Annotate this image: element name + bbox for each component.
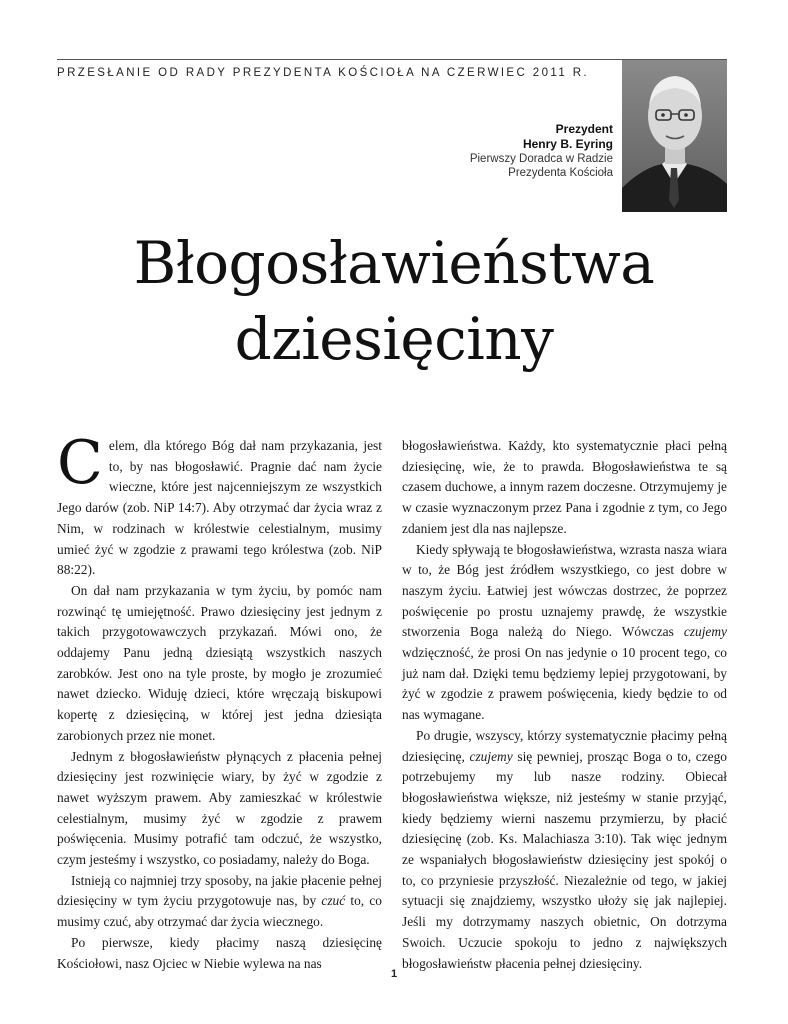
paragraph: Istnieją co najmniej trzy sposoby, na jakie płacenie pełnej dziesięciny w tym życiu przygotowuje nas, by czuć to, co musimy czuć, aby otrzymać dar życia wiecznego. — [57, 872, 382, 930]
author-byline — [470, 122, 613, 180]
author-role: Prezydent — [555, 122, 613, 136]
article-title — [0, 225, 788, 377]
page-number: 1 — [390, 968, 398, 980]
paragraph: Po pierwsze, kiedy płacimy naszą dziesięcinę Kościołowi, nasz Ojciec w Niebie wylewa na nas — [57, 934, 382, 971]
drop-cap: C — [57, 428, 103, 498]
author-portrait — [622, 60, 727, 212]
body-column-left — [57, 428, 382, 974]
body-column-right — [402, 436, 727, 974]
paragraph: Celem, dla którego Bóg dał nam przykazania, jest to, by nas błogosławić. Pragnie dać nam życie wieczne, które jest najcenniejszym ze wszystkich Jego darów (zob. NiP 14:7). Aby otrzymać dar życia wraz z Nim, w rodzinach w królestwie celestialnym, musimy umieć żyć w zgodzie z prawami tego królestwa (zob. NiP 88:22). — [57, 428, 382, 578]
paragraph: Kiedy spływają te błogosławieństwa, wzrasta nasza wiara w to, że Bóg jest źródłem wszystkiego, co jest dobre w naszym życiu. Łatwiej jest wówczas dostrzec, że poprzez poświęcenie po prostu uznajemy prawdę, że wszystkie stworzenia Boga należą do Niego. Wówczas czujemy wdzięczność, że prosi On nas jedynie o 10 procent tego, co już nam dał. Dzięki temu będziemy lepiej przygotowani, by żyć w zgodzie z prawem poświęcenia, kiedy będzie to od nas wymagane. — [402, 541, 727, 723]
article-title-line-1: Błogosławieństwa — [133, 229, 655, 297]
emphasis: czuć — [321, 893, 346, 909]
paragraph: Jednym z błogosławieństw płynących z płacenia pełnej dziesięciny jest rozwinięcie wiary, by żyć w zgodzie z nawet wyższym prawem. Aby zamieszkać w królestwie celestialnym, musimy żyć w zgodzie z prawem poświęcenia. Musimy potrafić tam odczuć, że wszystko, czym jesteśmy i wszystko, co posiadamy, należy do Boga. — [57, 748, 382, 868]
paragraph: błogosławieństwa. Każdy, kto systematycznie płaci pełną dziesięcinę, wie, że to prawda. Błogosławieństwa te są czasem duchowe, a innym razem doczesne. Otrzymujemy je w czasie wyznaczonym przez Pana i zgodnie z tym, co Jego zdaniem jest dla nas najlepsze. — [402, 438, 727, 536]
author-name: Henry B. Eyring — [522, 137, 613, 151]
article-title-line-2: dziesięciny — [234, 305, 554, 373]
author-title-line-1: Pierwszy Doradca w Radzie — [469, 153, 613, 165]
paragraph: On dał nam przykazania w tym życiu, by pomóc nam rozwinąć tę umiejętność. Prawo dziesięciny jest jednym z takich przygotowawczych przykazań. Mówi ono, że oddajemy Panu jedną dziesiątą wszystkich naszych zarobków. Jest ono na tyle proste, by mogło je zrozumieć nawet dziecko. Widuję dzieci, które wręczają biskupowi kopertę z dziesięciną, w której jest jedna dziesiąta zarobionych przez nie monet. — [57, 582, 382, 743]
emphasis: czujemy — [683, 624, 727, 640]
author-title-line-2: Prezydenta Kościoła — [508, 167, 613, 179]
emphasis: czujemy — [469, 748, 513, 764]
paragraph: Po drugie, wszyscy, którzy systematycznie płacimy pełną dziesięcinę, czujemy się pewniej, prosząc Boga o to, czego potrzebujemy my lub nasze rodziny. Obiecał błogosławieństwa większe, niż jesteśmy w stanie przyjąć, kiedy będziemy wierni naszemu przymierzu, by płacić dziesięcinę (zob. Ks. Malachiasza 3:10). Tak więc jednym ze wspaniałych błogosławieństw dziesięciny jest spokój o to, co przyniesie przyszłość. Niezależnie od tego, w jakiej sytuacji się znajdziemy, wszystko ułoży się jak najlepiej. Jeśli my dotrzymamy naszych obietnic, On dotrzyma Swoich. Uczucie spokoju to jedno z największych błogosławieństw płacenia pełnej dziesięciny. — [402, 727, 727, 971]
header-kicker: PRZESŁANIE OD RADY PREZYDENTA KOŚCIOŁA NA CZERWIEC 2011 R. — [57, 67, 590, 79]
